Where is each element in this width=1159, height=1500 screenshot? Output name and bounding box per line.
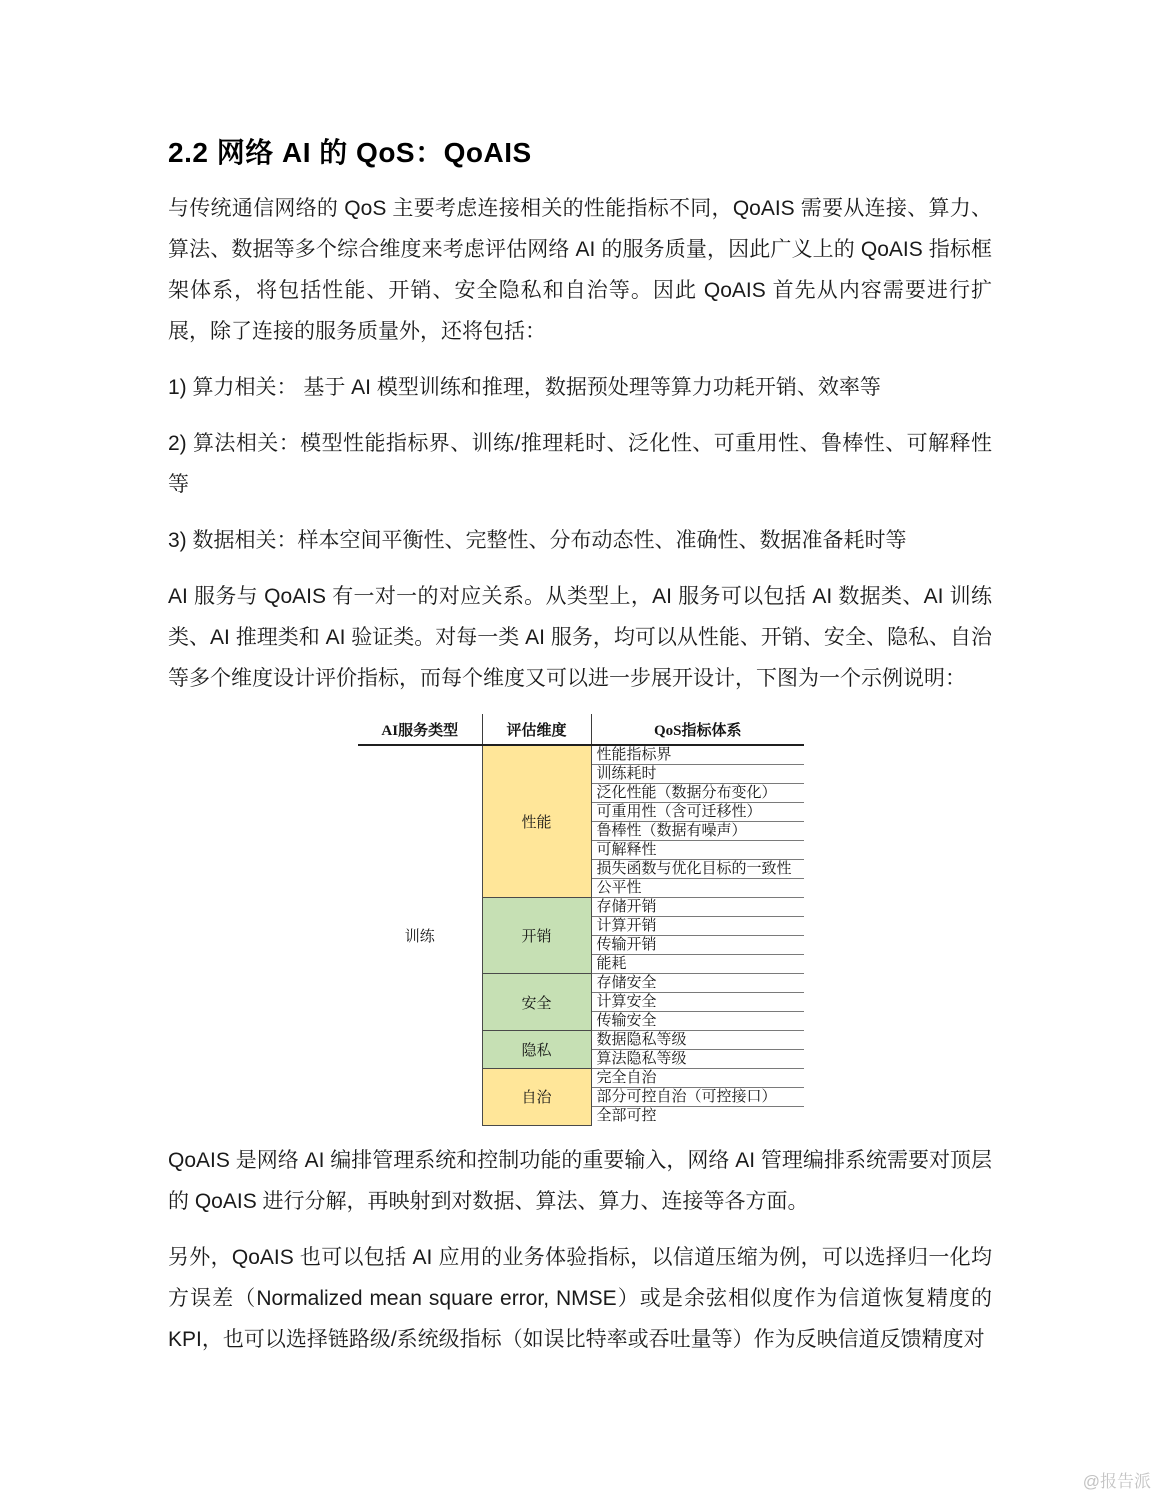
indicator-cell: 鲁棒性（数据有噪声） [591, 822, 804, 841]
watermark: @报告派 [1082, 1472, 1151, 1491]
list-item-compute: 1) 算力相关： 基于 AI 模型训练和推理，数据预处理等算力功耗开销、效率等 [168, 376, 881, 399]
indicator-cell: 计算开销 [591, 917, 804, 936]
indicator-cell: 数据隐私等级 [591, 1031, 804, 1050]
indicator-cell: 完全自治 [591, 1069, 804, 1088]
dimension-cell-autonomy: 自治 [482, 1069, 591, 1126]
indicator-cell: 存储开销 [591, 898, 804, 917]
paragraph-nmse: 另外，QoAIS 也可以包括 AI 应用的业务体验指标，以信道压缩为例，可以选择归一化均方误差（Normalized mean square error, NMSE）或是余弦相似度作为信道恢复精度的 KPI，也可以选择链路级/系统级指标（如误比特率或吞吐量等）作为反映信道反馈精度对 [168, 1245, 992, 1351]
indicator-cell: 传输安全 [591, 1012, 804, 1031]
indicator-cell: 传输开销 [591, 936, 804, 955]
col-header-service-type: AI服务类型 [358, 714, 482, 745]
page-content [168, 0, 992, 1360]
indicator-cell: 可解释性 [591, 841, 804, 860]
indicator-cell: 性能指标界 [591, 745, 804, 765]
list-item-algorithm: 2) 算法相关：模型性能指标界、训练/推理耗时、泛化性、可重用性、鲁棒性、可解释性等 [168, 432, 992, 496]
table-header-row [358, 714, 804, 745]
paragraph-orchestration: QoAIS 是网络 AI 编排管理系统和控制功能的重要输入，网络 AI 管理编排系统需要对顶层的 QoAIS 进行分解，再映射到对数据、算法、算力、连接等各方面。 [168, 1148, 992, 1213]
indicator-cell: 全部可控 [591, 1107, 804, 1126]
indicator-cell: 存储安全 [591, 974, 804, 993]
col-header-dimension: 评估维度 [482, 714, 591, 745]
qos-indicator-table-wrap [358, 714, 992, 1126]
indicator-cell: 算法隐私等级 [591, 1050, 804, 1069]
table-row [358, 745, 804, 765]
dimension-cell-privacy: 隐私 [482, 1031, 591, 1069]
paragraph-intro: 与传统通信网络的 QoS 主要考虑连接相关的性能指标不同，QoAIS 需要从连接、算力、算法、数据等多个综合维度来考虑评估网络 AI 的服务质量，因此广义上的 QoAIS 指标框架体系，将包括性能、开销、安全隐私和自治等。因此 QoAIS 首先从内容需要进行扩展，除了连接的服务质量外，还将包括： [168, 197, 992, 343]
dimension-cell-performance: 性能 [482, 745, 591, 898]
indicator-cell: 公平性 [591, 879, 804, 898]
indicator-cell: 可重用性（含可迁移性） [591, 803, 804, 822]
service-type-cell: 训练 [404, 929, 435, 945]
paragraph-services: AI 服务与 QoAIS 有一对一的对应关系。从类型上，AI 服务可以包括 AI 数据类、AI 训练类、AI 推理类和 AI 验证类。对每一类 AI 服务，均可以从性能、开销、安全、隐私、自治等多个维度设计评价指标，而每个维度又可以进一步展开设计，下图为一个示例说明： [168, 585, 992, 690]
indicator-cell: 损失函数与优化目标的一致性 [591, 860, 804, 879]
qos-indicator-table [358, 714, 804, 1126]
indicator-cell: 计算安全 [591, 993, 804, 1012]
dimension-cell-security: 安全 [482, 974, 591, 1031]
indicator-cell: 训练耗时 [591, 765, 804, 784]
indicator-cell: 泛化性能（数据分布变化） [591, 784, 804, 803]
col-header-qos-system: QoS指标体系 [591, 714, 804, 745]
indicator-cell: 能耗 [591, 955, 804, 974]
section-heading: 2.2 网络 AI 的 QoS：QoAIS [168, 137, 532, 168]
dimension-cell-overhead: 开销 [482, 898, 591, 974]
indicator-cell: 部分可控自治（可控接口） [591, 1088, 804, 1107]
list-item-data: 3) 数据相关：样本空间平衡性、完整性、分布动态性、准确性、数据准备耗时等 [168, 529, 907, 552]
